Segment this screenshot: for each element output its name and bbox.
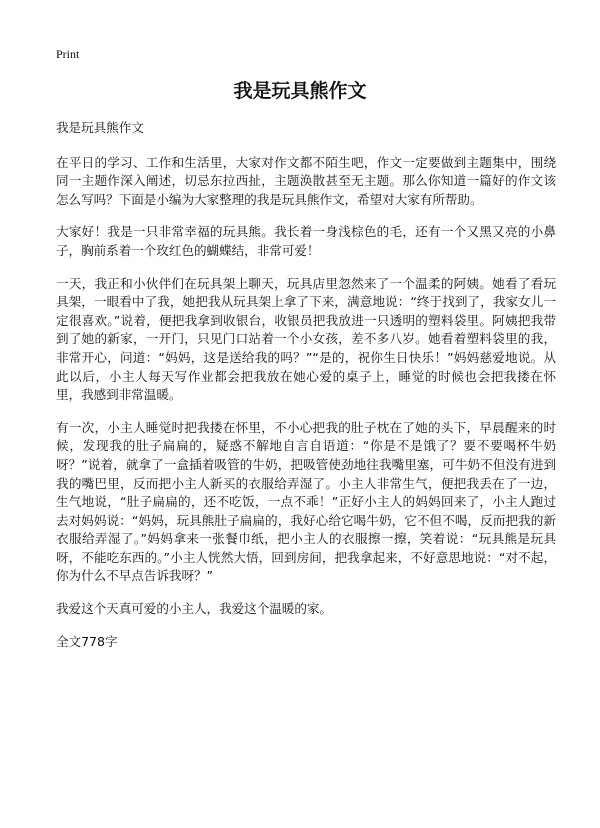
document-title: 我是玩具熊作文 — [233, 80, 367, 102]
word-count: 全文778字 — [56, 633, 118, 649]
body-paragraph-2: 一天，我正和小伙伴们在玩具架上聊天，玩具店里忽然来了一个温柔的阿姨。她看了看玩具架，一眼看中了我，她把我从玩具架上拿了下来，满意地说：“终于找到了，我家女儿一定很喜欢。”说着，便把我拿到收银台，收银员把我放进一只透明的塑料袋里。阿姨把我带到了她的新家，一开门，只见门口站着一个小女孩，差不多八岁。她看着塑料袋里的我，非常开心，问道：“妈妈，这是送给我的吗？”“是的，祝你生日快乐！”妈妈慈爱地说。从此以后，小主人每天写作业都会把我放在她心爱的桌子上，睡觉的时候也会把我搂在怀里，我感到非常温暖。 — [56, 275, 556, 403]
print-link[interactable]: Print — [56, 47, 80, 61]
intro-paragraph: 在平日的学习、工作和生活里，大家对作文都不陌生吧，作文一定要做到主题集中，围绕同一主题作深入阐述，切忌东拉西扯，主题涣散甚至无主题。那么你知道一篇好的作文该怎么写吗？下面是小编为大家整理的我是玩具熊作文，希望对大家有所帮助。 — [56, 154, 556, 207]
body-paragraph-1: 大家好！我是一只非常幸福的玩具熊。我长着一身浅棕色的毛，还有一个又黑又亮的小鼻子，胸前系着一个玫红色的蝴蝶结，非常可爱！ — [56, 224, 556, 258]
closing-paragraph: 我爱这个天真可爱的小主人，我爱这个温暖的家。 — [56, 601, 332, 617]
article-body — [56, 119, 556, 665]
article-subtitle: 我是玩具熊作文 — [56, 120, 144, 135]
body-paragraph-3: 有一次，小主人睡觉时把我搂在怀里，不小心把我的肚子枕在了她的头下，早晨醒来的时候，发现我的肚子扁扁的，疑惑不解地自言自语道：“你是不是饿了？要不要喝杯牛奶呀？”说着，就拿了一盒插着吸管的牛奶，把吸管使劲地往我嘴里塞，可牛奶不但没有进到我的嘴巴里，反而把小主人新买的衣服给弄湿了。小主人非常生气，便把我丢在了一边，生气地说，“肚子扁扁的，还不吃饭，一点不乖！”正好小主人的妈妈回来了，小主人跑过去对妈妈说：“妈妈，玩具熊肚子扁扁的，我好心给它喝牛奶，它不但不喝，反而把我的新衣服给弄湿了。”妈妈拿来一张餐巾纸，把小主人的衣服擦一擦，笑着说：“玩具熊是玩具呀，不能吃东西的。”小主人恍然大悟，回到房间，把我拿起来，不好意思地说：“对不起，你为什么不早点告诉我呀？” — [56, 419, 556, 584]
